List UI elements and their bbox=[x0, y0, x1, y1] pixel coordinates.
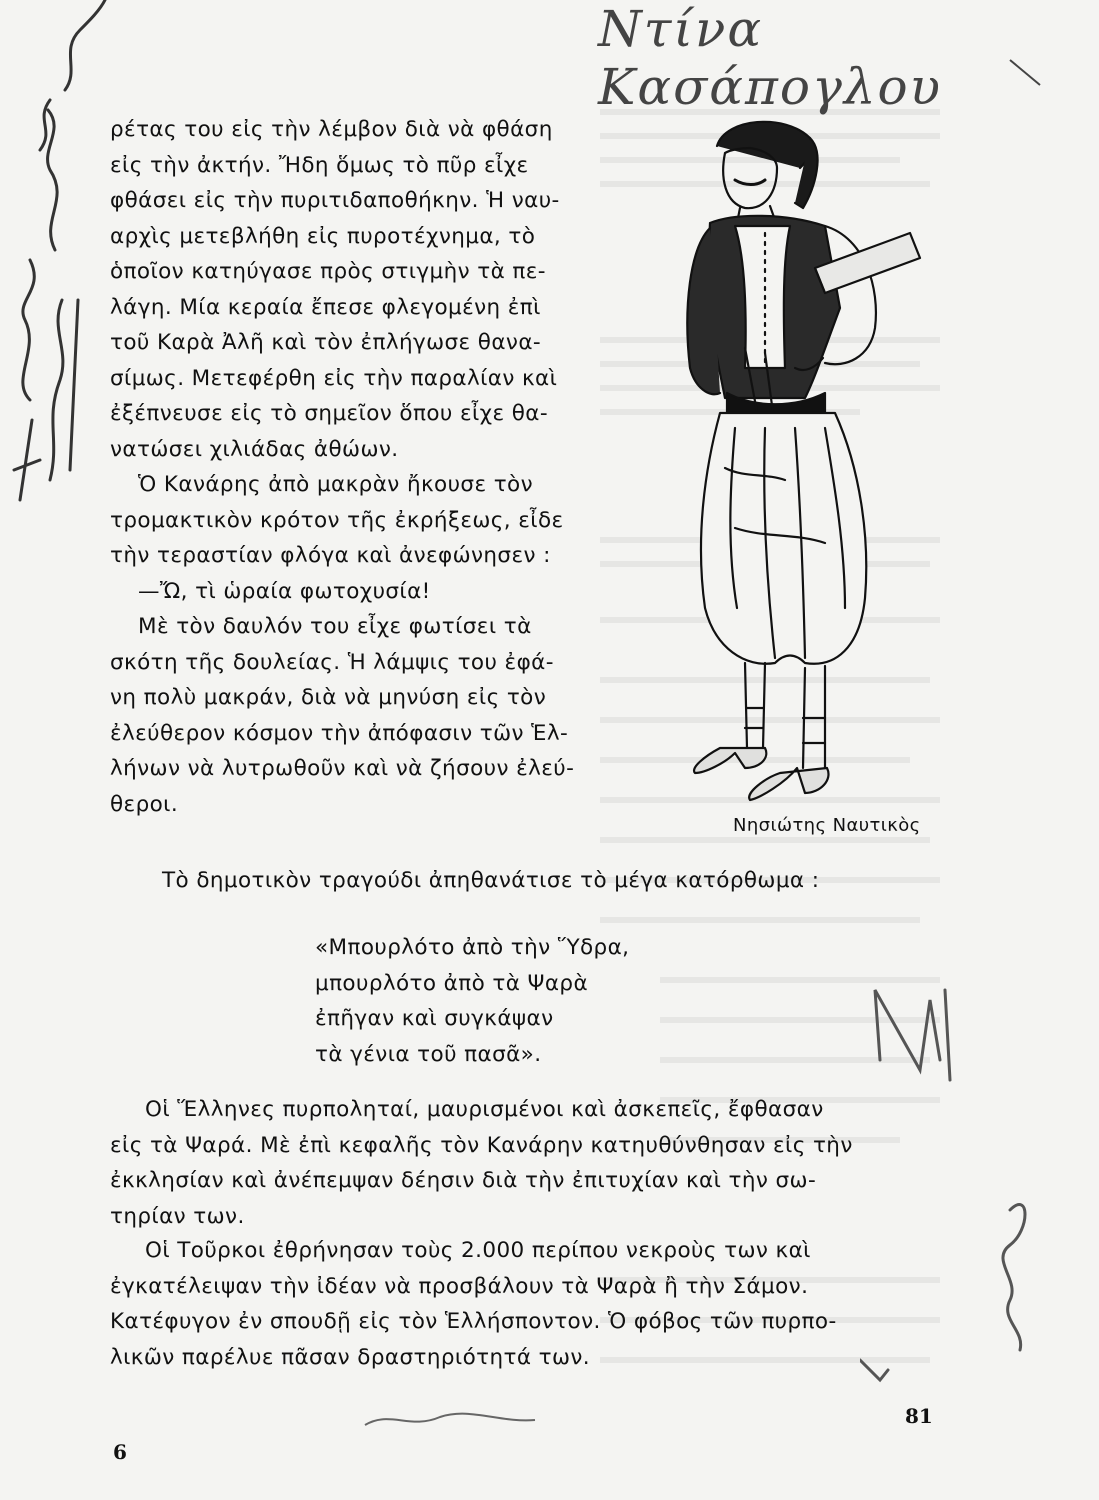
text-line: ἐγκατέλειψαν τὴν ἰδέαν νὰ προσβάλουν τὰ Ψαρὰ ἢ τὴν Σάμον. bbox=[110, 1273, 809, 1299]
text-line: αρχὶς μετεβλήθη εἰς πυροτέχνημα, τὸ bbox=[110, 223, 536, 249]
corner-tick bbox=[1000, 0, 1099, 100]
text-line: Οἱ Τοῦρκοι ἐθρήνησαν τοὺς 2.000 περίπου νεκροὺς των καὶ bbox=[145, 1238, 811, 1263]
text-line: τρομακτικὸν κρότον τῆς ἐκρήξεως, εἶδε bbox=[110, 507, 564, 533]
text-line: ἐκκλησίαν καὶ ἀνέπεμψαν δέησιν διὰ τὴν ἐπιτυχίαν καὶ τὴν σω- bbox=[110, 1168, 817, 1193]
paragraph-2 bbox=[110, 1233, 950, 1375]
folk-song-verse bbox=[315, 930, 629, 1072]
text-line: Οἱ Ἕλληνες πυρποληταί, μαυρισμένοι καὶ ἀσκεπεῖς, ἔφθασαν bbox=[145, 1097, 824, 1122]
verse-line: ἐπῆγαν καὶ συγκάψαν bbox=[315, 1006, 554, 1031]
text-line: τὴν τεραστίαν φλόγα καὶ ἀνεφώνησεν : bbox=[110, 543, 551, 568]
sailor-illustration bbox=[665, 108, 930, 818]
text-line: φθάσει εἰς τὴν πυριτιδαποθήκην. Ἡ ναυ- bbox=[110, 188, 560, 213]
text-line: θεροι. bbox=[110, 791, 179, 817]
verse-line: «Μπουρλότο ἀπὸ τὴν Ὕδρα, bbox=[315, 935, 630, 960]
left-text-column bbox=[110, 112, 600, 822]
text-line: λήνων νὰ λυτρωθοῦν καὶ νὰ ζήσουν ἐλεύ- bbox=[110, 756, 575, 781]
text-line: νατώσει χιλιάδας ἀθώων. bbox=[110, 436, 399, 462]
verse-line: μπουρλότο ἀπὸ τὰ Ψαρὰ bbox=[315, 970, 589, 996]
paragraph-1 bbox=[110, 1092, 950, 1234]
text-line: εἰς τὰ Ψαρά. Μὲ ἐπὶ κεφαλῆς τὸν Κανάρην κατηυθύνθησαν εἰς τὴν bbox=[110, 1132, 853, 1158]
verse-line: τὰ γένια τοῦ πασᾶ». bbox=[315, 1041, 542, 1067]
text-line: λικῶν παρέλυε πᾶσαν δραστηριότητά των. bbox=[110, 1344, 591, 1370]
text-line: Τὸ δημοτικὸν τραγούδι ἀπηθανάτισε τὸ μέγα κατόρθωμα : bbox=[162, 868, 820, 893]
text-line: ὁποῖον κατηύγασε πρὸς στιγμὴν τὰ πε- bbox=[110, 259, 546, 284]
bottom-pencil-mark bbox=[360, 1405, 540, 1435]
text-line: Μὲ τὸν δαυλόν του εἶχε φωτίσει τὰ bbox=[138, 614, 532, 639]
signature-mark: 6 bbox=[113, 1440, 127, 1464]
text-line: ἐξέπνευσε εἰς τὸ σημεῖον ὅπου εἶχε θα- bbox=[110, 401, 549, 426]
text-line: σίμως. Μετεφέρθη εἰς τὴν παραλίαν καὶ bbox=[110, 365, 558, 391]
text-line: σκότη τῆς δουλείας. Ἡ λάμψις του ἐφά- bbox=[110, 649, 554, 675]
text-line: —Ὤ, τὶ ὡραία φωτοχυσία! bbox=[138, 578, 431, 604]
text-line: λάγη. Μία κεραία ἔπεσε φλεγομένη ἐπὶ bbox=[110, 294, 541, 320]
text-line: τοῦ Καρὰ Ἀλῆ καὶ τὸν ἐπλήγωσε θανα- bbox=[110, 330, 542, 355]
text-line: τηρίαν των. bbox=[110, 1203, 245, 1229]
text-line: νη πολὺ μακράν, διὰ νὰ μηνύση εἰς τὸν bbox=[110, 685, 547, 710]
intro-line bbox=[162, 863, 1002, 899]
handwritten-name: Ντίνα Κασάπογλου bbox=[598, 0, 943, 116]
text-line: ἐλεύθερον κόσμον τὴν ἀπόφασιν τῶν Ἑλ- bbox=[110, 720, 569, 746]
text-line: Κατέφυγον ἐν σπουδῇ εἰς τὸν Ἑλλήσποντον. Ὁ φόβος τῶν πυρπο- bbox=[110, 1309, 837, 1334]
margin-scribble bbox=[0, 0, 110, 520]
text-line: εἰς τὴν ἀκτήν. Ἤδη ὅμως τὸ πῦρ εἶχε bbox=[110, 152, 529, 178]
illustration-caption: Νησιώτης Ναυτικὸς bbox=[733, 815, 921, 836]
text-line: ρέτας του εἰς τὴν λέμβον διὰ νὰ φθάση bbox=[110, 117, 553, 142]
page-number: 81 bbox=[905, 1404, 933, 1428]
text-line: Ὁ Κανάρης ἀπὸ μακρὰν ἤκουσε τὸν bbox=[138, 472, 534, 497]
